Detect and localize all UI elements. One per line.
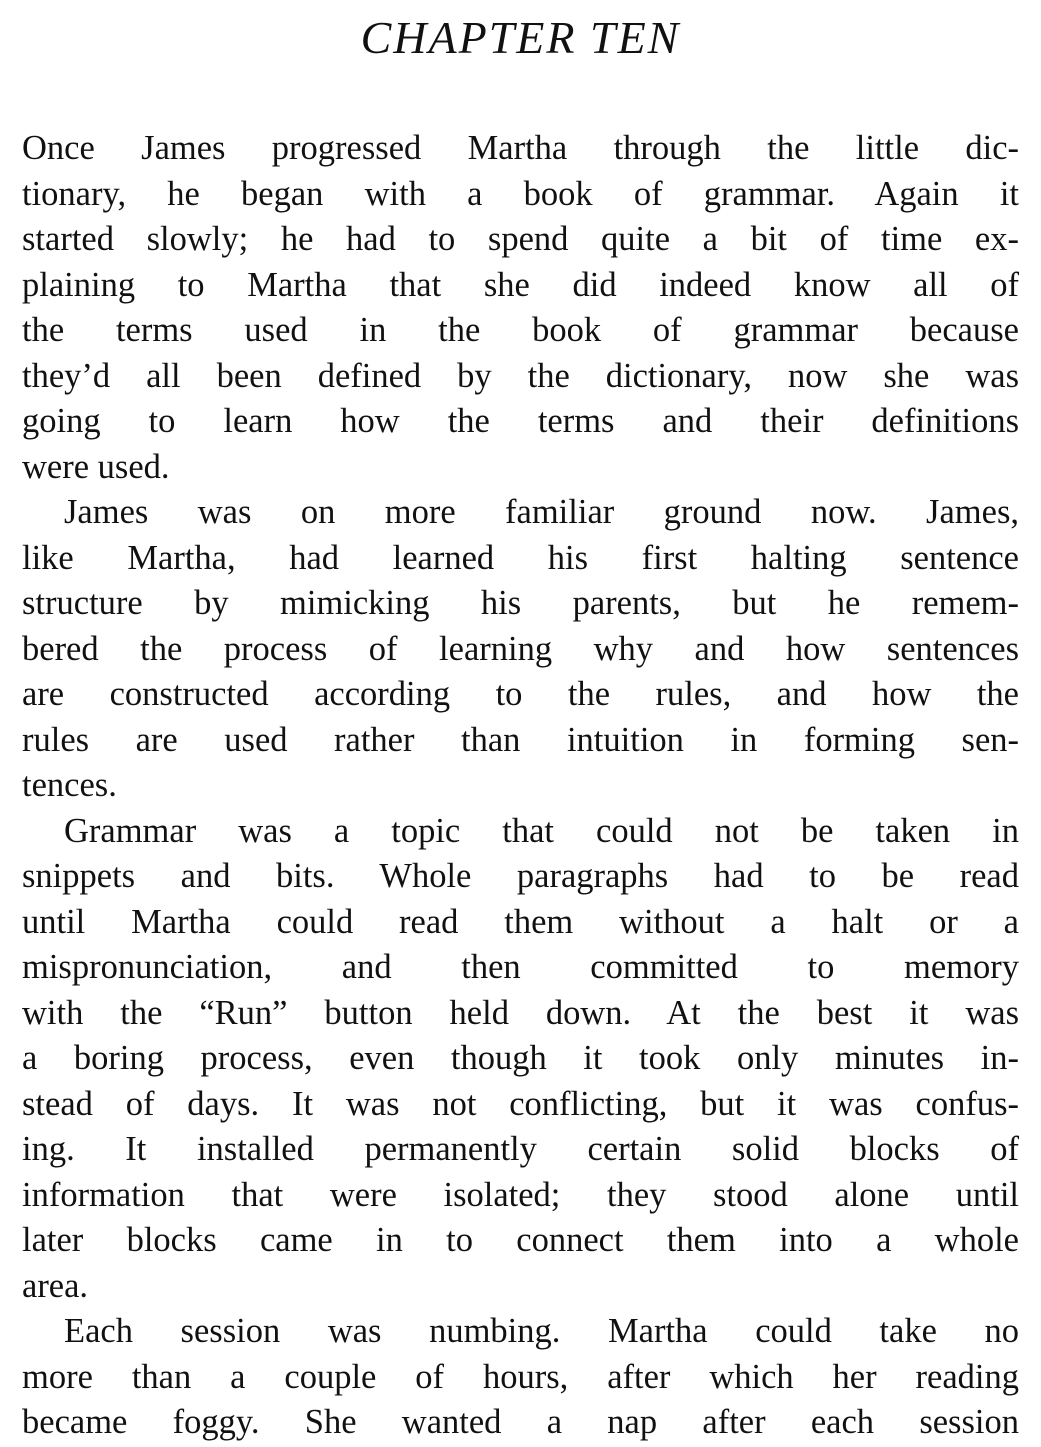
text-line: mispronunciation, and then committed to memory — [22, 948, 1019, 986]
text-line: tionary, he began with a book of grammar. Again it — [22, 174, 1019, 213]
text-line: going to learn how the terms and their definitions — [22, 402, 1019, 440]
text-line: were used. — [22, 447, 170, 486]
text-line: more than a couple of hours, after which her reading — [22, 1357, 1019, 1396]
paragraph — [22, 490, 1019, 809]
text-line: area. — [22, 1266, 89, 1305]
text-line: a boring process, even though it took only minutes in- — [22, 1039, 1019, 1077]
paragraph — [22, 126, 1019, 490]
text-line: became foggy. She wanted a nap after each session — [22, 1403, 1019, 1441]
text-line: Grammar was a topic that could not be taken in — [64, 811, 1019, 850]
chapter-title: CHAPTER TEN — [360, 12, 681, 63]
text-line: plaining to Martha that she did indeed know all of — [22, 265, 1019, 304]
text-line: the terms used in the book of grammar because — [22, 311, 1019, 349]
paragraph — [22, 1309, 1019, 1446]
text-line: information that were isolated; they stood alone until — [22, 1175, 1019, 1214]
text-line: stead of days. It was not conflicting, but it was confus- — [22, 1084, 1019, 1123]
paragraph — [22, 809, 1019, 1310]
text-line: rules are used rather than intuition in forming sen- — [22, 720, 1019, 759]
text-line: later blocks came in to connect them into a whole — [22, 1221, 1019, 1259]
text-line: with the “Run” button held down. At the best it was — [22, 993, 1019, 1032]
text-line: Once James progressed Martha through the little dic- — [22, 129, 1019, 167]
text-line: started slowly; he had to spend quite a bit of time ex- — [22, 220, 1019, 258]
text-line: are constructed according to the rules, and how the — [22, 675, 1019, 713]
text-line: snippets and bits. Whole paragraphs had to be read — [22, 857, 1019, 895]
body-text — [22, 126, 1019, 1446]
text-line: ing. It installed permanently certain solid blocks of — [22, 1130, 1019, 1168]
text-line: they’d all been defined by the dictionary, now she was — [22, 356, 1019, 395]
text-line: Each session was numbing. Martha could take no — [64, 1312, 1019, 1350]
text-line: like Martha, had learned his first halting sentence — [22, 538, 1019, 577]
text-line: structure by mimicking his parents, but he remem- — [22, 584, 1019, 622]
text-line: James was on more familiar ground now. James, — [64, 493, 1019, 531]
text-line: tences. — [22, 766, 117, 804]
text-line: until Martha could read them without a halt or a — [22, 902, 1019, 941]
text-line: bered the process of learning why and how sentences — [22, 629, 1019, 668]
